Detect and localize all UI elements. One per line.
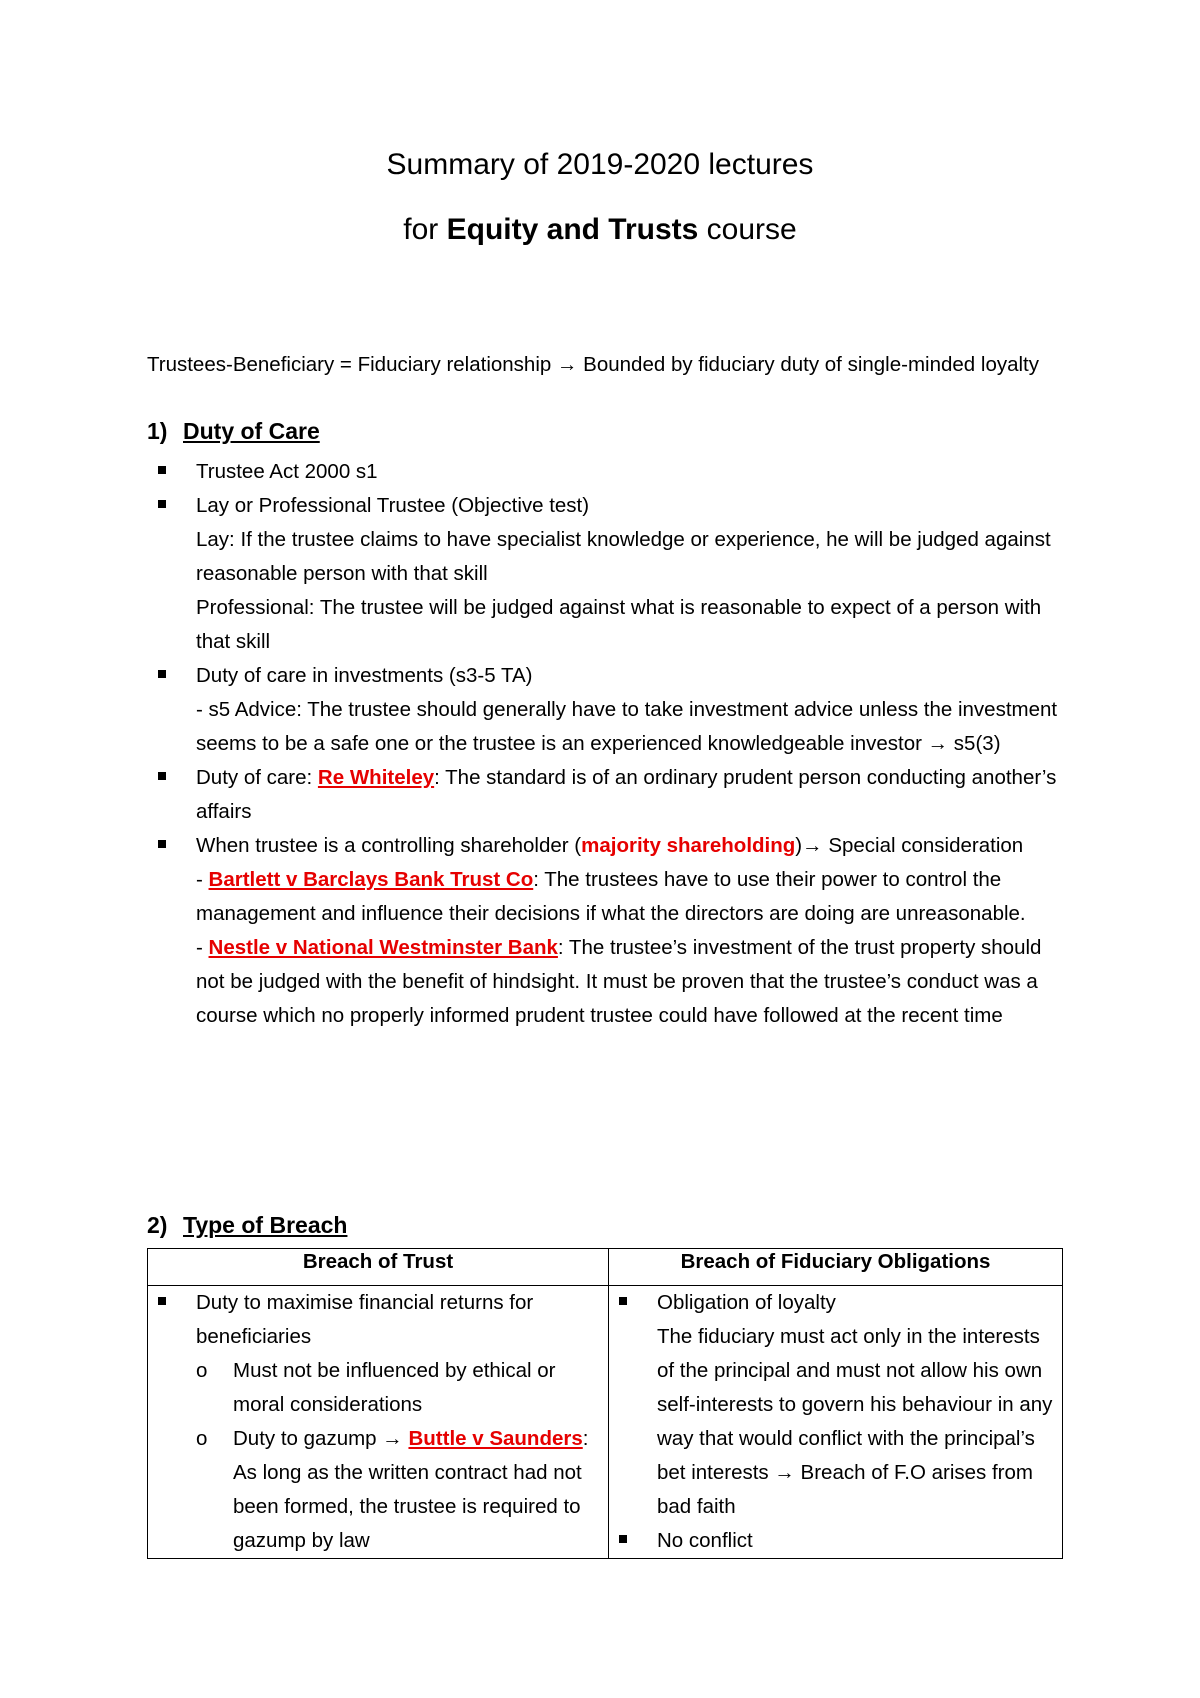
table-header-breach-of-trust: Breach of Trust — [148, 1249, 609, 1286]
breach-of-trust-cell — [148, 1286, 609, 1559]
duty-of-care-list — [158, 455, 1068, 1033]
square-bullet-icon — [158, 670, 166, 678]
table-header-breach-of-fiduciary: Breach of Fiduciary Obligations — [609, 1249, 1063, 1286]
document-title-line1: Summary of 2019-2020 lectures — [386, 148, 814, 181]
list-item: o Duty to gazump → Buttle v Saunders: As long as the written contract had not been formed, the trustee is required to gazump by law — [196, 1422, 608, 1558]
section-heading-duty-of-care: 1) Duty of Care — [147, 418, 320, 444]
list-item: When trustee is a controlling shareholder (majority shareholding)→ Special consideration - Bartlett v Barclays Bank Trust Co: The trustees have to use their power to control the management and influence their decisions if what the directors are doing are unreasonable. - Nestle v National Westminster Bank: The trustee’s investment of the trust property should not be judged with the benefit of hindsight. It must be proven that the trustee’s conduct was a course which no properly informed prudent trustee could have followed at the recent time — [158, 829, 1068, 1033]
breach-of-fiduciary-cell — [609, 1286, 1063, 1559]
list-item: o Must not be influenced by ethical or moral considerations — [196, 1354, 608, 1422]
list-item: Trustee Act 2000 s1 — [158, 455, 1068, 489]
list-item: Duty of care: Re Whiteley: The standard is of an ordinary prudent person conducting another’s affairs — [158, 761, 1068, 829]
list-item: Duty to maximise financial returns for beneficiaries o Must not be influenced by ethical or moral considerations o Duty to gazump → Buttle v Saunders: As long as the written contract had not been formed, the trustee is required to gazump by law — [148, 1286, 608, 1558]
majority-shareholding-term: majority shareholding — [581, 834, 796, 857]
list-item: Duty of care in investments (s3-5 TA) - s5 Advice: The trustee should generally have to take investment advice unless the investment seems to be a safe one or the trustee is an experienced knowledgeable investor → s5(3) — [158, 659, 1068, 761]
case-nestle: Nestle v National Westminster Bank — [208, 936, 558, 959]
list-item: Obligation of loyalty The fiduciary must act only in the interests of the principal and must not allow his own self-interests to govern his behaviour in any way that would conflict with the principal’s bet interests → Breach of F.O arises from bad faith — [609, 1286, 1062, 1524]
document-title-line2: for Equity and Trusts course — [403, 213, 797, 246]
square-bullet-icon — [158, 772, 166, 780]
breach-table — [147, 1248, 1063, 1559]
square-bullet-icon — [158, 840, 166, 848]
case-bartlett: Bartlett v Barclays Bank Trust Co — [208, 868, 534, 891]
square-bullet-icon — [619, 1535, 627, 1543]
square-bullet-icon — [619, 1297, 627, 1305]
square-bullet-icon — [158, 1297, 166, 1305]
section-heading-type-of-breach: 2) Type of Breach — [147, 1212, 348, 1238]
intro-paragraph: Trustees-Beneficiary = Fiduciary relationship → Bounded by fiduciary duty of single-minded loyalty — [147, 353, 1039, 376]
course-name: Equity and Trusts — [446, 213, 699, 246]
square-bullet-icon — [158, 466, 166, 474]
square-bullet-icon — [158, 500, 166, 508]
case-re-whiteley: Re Whiteley — [317, 766, 435, 789]
list-item: No conflict — [609, 1524, 1062, 1558]
list-item: Lay or Professional Trustee (Objective test) Lay: If the trustee claims to have specialist knowledge or experience, he will be judged against reasonable person with that skill Professional: The trustee will be judged against what is reasonable to expect of a person with that skill — [158, 489, 1068, 659]
hollow-bullet-icon: o — [196, 1359, 208, 1382]
hollow-bullet-icon: o — [196, 1427, 208, 1450]
case-buttle-v-saunders: Buttle v Saunders — [408, 1427, 583, 1450]
